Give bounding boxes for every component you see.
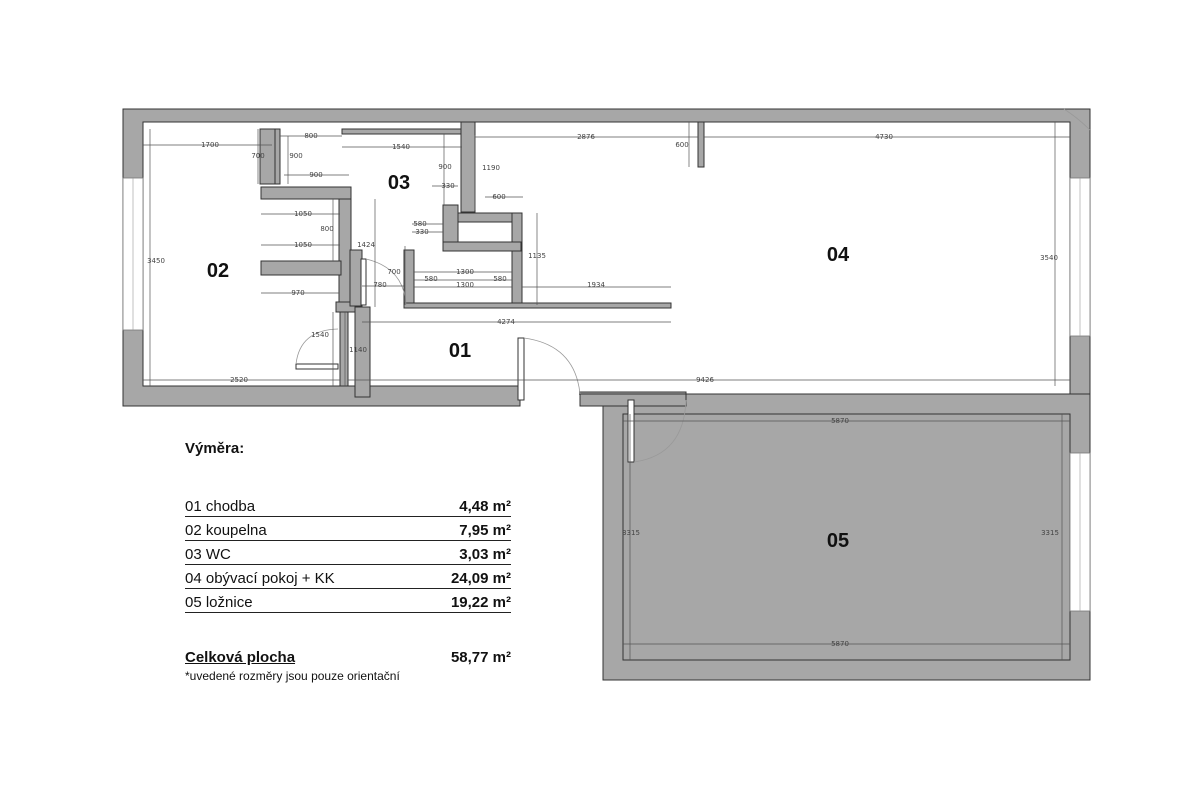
dim-label: 700 xyxy=(251,152,265,160)
dim-label: 1050 xyxy=(294,210,312,218)
room-name: 02 koupelna xyxy=(185,522,267,539)
total-label: Celková plocha xyxy=(185,649,296,666)
room-02-label: 02 xyxy=(206,260,230,282)
dim-label: 4730 xyxy=(875,133,893,141)
legend-title: Výměra: xyxy=(185,440,245,457)
room-03-label: 03 xyxy=(387,172,411,194)
legend-row xyxy=(185,565,511,589)
dim-label: 1424 xyxy=(357,241,375,249)
room-05-label: 05 xyxy=(826,530,850,552)
dim-label: 580 xyxy=(493,275,507,283)
legend-row xyxy=(185,589,511,613)
dim-label: 900 xyxy=(289,152,303,160)
dim-label: 1140 xyxy=(349,346,367,354)
room-04-label: 04 xyxy=(826,244,850,266)
dim-label: 580 xyxy=(424,275,438,283)
dim-label: 970 xyxy=(291,289,305,297)
legend-total-row xyxy=(185,643,511,667)
area-legend xyxy=(185,440,511,683)
dim-label: 1540 xyxy=(392,143,410,151)
dim-label: 330 xyxy=(415,228,429,236)
dim-label: 3315 xyxy=(622,529,640,537)
room-name: 03 WC xyxy=(185,546,231,563)
room-01-label: 01 xyxy=(448,340,472,362)
dim-label: 9426 xyxy=(696,376,714,384)
room-name: 05 ložnice xyxy=(185,594,253,611)
dim-label: 4274 xyxy=(497,318,515,326)
dim-label: 1190 xyxy=(482,164,500,172)
dim-label: 1300 xyxy=(456,281,474,289)
dim-label: 1700 xyxy=(201,141,219,149)
room-area: 7,95 m² xyxy=(459,522,511,539)
dim-label: 800 xyxy=(304,132,318,140)
dim-label: 700 xyxy=(387,268,401,276)
dim-label: 2876 xyxy=(577,133,595,141)
dim-label: 1300 xyxy=(456,268,474,276)
dim-label: 900 xyxy=(438,163,452,171)
disclaimer-note: *uvedené rozměry jsou pouze orientační xyxy=(185,669,400,683)
dim-label: 2520 xyxy=(230,376,248,384)
room-name: 01 chodba xyxy=(185,498,256,515)
dim-label: 800 xyxy=(320,225,334,233)
dim-label: 600 xyxy=(492,193,506,201)
dim-label: 3315 xyxy=(1041,529,1059,537)
dim-label: 330 xyxy=(441,182,455,190)
room-area: 24,09 m² xyxy=(450,570,511,587)
room-name: 04 obývací pokoj + KK xyxy=(185,570,335,587)
dim-label: 900 xyxy=(309,171,323,179)
total-area: 58,77 m² xyxy=(450,649,511,666)
room-area: 19,22 m² xyxy=(450,594,511,611)
dim-label: 5870 xyxy=(831,417,849,425)
dim-label: 780 xyxy=(373,281,387,289)
dim-label: 1934 xyxy=(587,281,605,289)
room-area: 4,48 m² xyxy=(459,498,511,515)
dim-label: 3450 xyxy=(147,257,165,265)
dim-label: 1135 xyxy=(528,252,546,260)
dim-label: 1050 xyxy=(294,241,312,249)
dim-label: 600 xyxy=(675,141,689,149)
legend-row xyxy=(185,517,511,541)
dim-label: 5870 xyxy=(831,640,849,648)
dim-label: 3540 xyxy=(1040,254,1058,262)
room-area: 3,03 m² xyxy=(459,546,511,563)
dim-label: 580 xyxy=(413,220,427,228)
legend-row xyxy=(185,541,511,565)
legend-row xyxy=(185,493,511,517)
dim-label: 1540 xyxy=(311,331,329,339)
